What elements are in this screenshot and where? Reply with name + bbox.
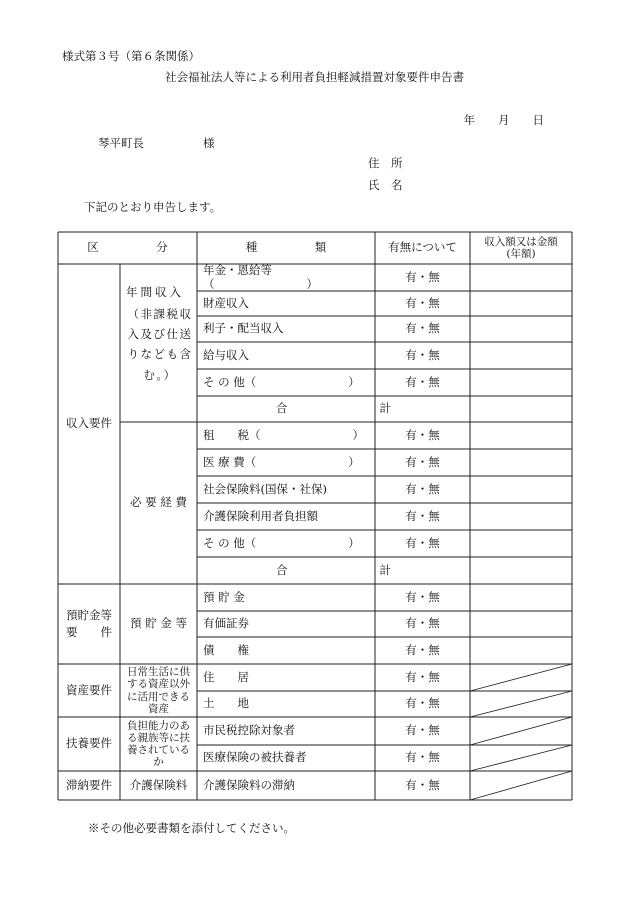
income-type-4: 給与収入 <box>203 347 249 362</box>
expense-presence-2[interactable]: 有・無 <box>405 454 440 469</box>
savings-presence-3[interactable]: 有・無 <box>405 642 440 657</box>
savings-type-2: 有価証券 <box>203 616 249 631</box>
savings-amount-3[interactable] <box>470 637 572 664</box>
header-amount-line2: (年額) <box>506 248 536 260</box>
diagonal-strike-30 <box>470 691 572 717</box>
income-amount-2[interactable] <box>470 291 572 316</box>
date-field[interactable]: 年 月 日 <box>463 113 544 127</box>
savings-presence-1[interactable]: 有・無 <box>405 589 440 604</box>
expense-amount-1[interactable] <box>470 422 572 449</box>
asset-description: 日常生活に供する資産以外に活用できる資産 <box>127 666 190 715</box>
support-requirement: 扶養要件 <box>66 736 112 751</box>
expense-amount-5[interactable] <box>470 530 572 557</box>
income-presence-3[interactable]: 有・無 <box>405 321 440 336</box>
support-type-1: 市民税控除対象者 <box>203 723 295 738</box>
savings-requirement-line1: 預貯金等 <box>66 607 112 622</box>
income-type-5: そ の 他（ ） <box>203 374 360 389</box>
annual-income-note: （非課税収入及び仕送りなども含む。） <box>127 307 193 382</box>
intro-text: 下記のとおり申告します。 <box>84 200 222 214</box>
income-requirement: 収入要件 <box>66 416 112 431</box>
footer-note: ※その他必要書類を添付してください。 <box>88 821 295 835</box>
income-amount-5[interactable] <box>470 369 572 396</box>
arrears-type-1: 介護保険料の滞納 <box>203 777 295 792</box>
income-presence-1[interactable]: 有・無 <box>405 269 440 284</box>
asset-presence-1[interactable]: 有・無 <box>405 669 440 684</box>
header-type: 種 類 <box>245 240 327 255</box>
expense-subtotal-label: 合 計 <box>276 562 391 577</box>
expense-presence-1[interactable]: 有・無 <box>405 427 440 442</box>
income-presence-5[interactable]: 有・無 <box>405 374 440 389</box>
annual-income-label: 年間収入 <box>126 285 184 300</box>
income-amount-1[interactable] <box>470 264 572 291</box>
expense-presence-4[interactable]: 有・無 <box>405 508 440 523</box>
diagonal-strike-29 <box>470 664 572 691</box>
header-presence: 有無について <box>388 240 457 255</box>
income-presence-2[interactable]: 有・無 <box>405 295 440 310</box>
asset-type-1: 住 居 <box>203 669 249 684</box>
diagonal-strike-31 <box>470 717 572 745</box>
arrears-presence-1[interactable]: 有・無 <box>405 777 440 792</box>
support-description: 負担能力のある親族等に扶養されているか <box>127 719 190 769</box>
name-label[interactable]: 氏 名 <box>368 178 403 192</box>
expense-type-3: 社会保険料(国保・社保) <box>203 481 327 496</box>
expense-amount-3[interactable] <box>470 476 572 503</box>
support-type-2: 医療保険の被扶養者 <box>203 750 307 765</box>
form-number: 様式第３号（第６条関係） <box>62 49 200 63</box>
arrears-description: 介護保険料 <box>129 777 188 792</box>
support-presence-2[interactable]: 有・無 <box>405 750 440 765</box>
necessary-expenses-label: 必 要 経 費 <box>130 495 187 510</box>
recipient: 琴平町長 <box>98 136 144 150</box>
header-amount <box>470 232 572 264</box>
savings-presence-2[interactable]: 有・無 <box>405 616 440 631</box>
diagonal-strike-33 <box>470 771 572 800</box>
annual-income-block <box>120 264 197 407</box>
header-category: 区 分 <box>87 240 168 255</box>
expense-type-5: そ の 他（ ） <box>203 535 360 550</box>
support-presence-1[interactable]: 有・無 <box>405 723 440 738</box>
savings-type-1: 預 貯 金 <box>203 589 245 604</box>
declaration-table <box>58 232 572 800</box>
expense-type-4: 介護保険利用者負担額 <box>203 508 318 523</box>
savings-requirement <box>58 584 120 664</box>
expense-type-2: 医 療 費（ ） <box>203 454 360 469</box>
income-presence-4[interactable]: 有・無 <box>405 347 440 362</box>
savings-amount-2[interactable] <box>470 611 572 637</box>
expense-presence-3[interactable]: 有・無 <box>405 481 440 496</box>
expense-type-1: 租 税（ ） <box>203 427 364 442</box>
income-subtotal-label: 合 計 <box>276 401 391 416</box>
savings-amount-1[interactable] <box>470 584 572 611</box>
header-amount-line1: 収入額又は金額 <box>484 235 558 248</box>
savings-type-3: 債 権 <box>203 642 249 657</box>
arrears-requirement: 滞納要件 <box>66 777 112 792</box>
income-type-1: 年金・恩給等（ ） <box>203 262 318 291</box>
recipient-honorific: 様 <box>203 136 215 150</box>
income-amount-4[interactable] <box>470 342 572 369</box>
address-label[interactable]: 住 所 <box>368 156 403 170</box>
savings-label: 預 貯 金 等 <box>130 616 187 631</box>
savings-requirement-line2: 要 件 <box>66 624 112 639</box>
income-amount-3[interactable] <box>470 316 572 342</box>
income-type-3: 利子・配当収入 <box>203 321 284 336</box>
expense-amount-2[interactable] <box>470 449 572 476</box>
document-title: 社会福祉法人等による利用者負担軽減措置対象要件申告書 <box>165 70 464 84</box>
expense-amount-4[interactable] <box>470 503 572 530</box>
asset-presence-2[interactable]: 有・無 <box>405 696 440 711</box>
asset-requirement: 資産要件 <box>66 682 112 697</box>
asset-type-2: 土 地 <box>203 696 249 711</box>
income-type-2: 財産収入 <box>203 295 249 310</box>
diagonal-strike-32 <box>470 745 572 771</box>
expense-presence-5[interactable]: 有・無 <box>405 535 440 550</box>
